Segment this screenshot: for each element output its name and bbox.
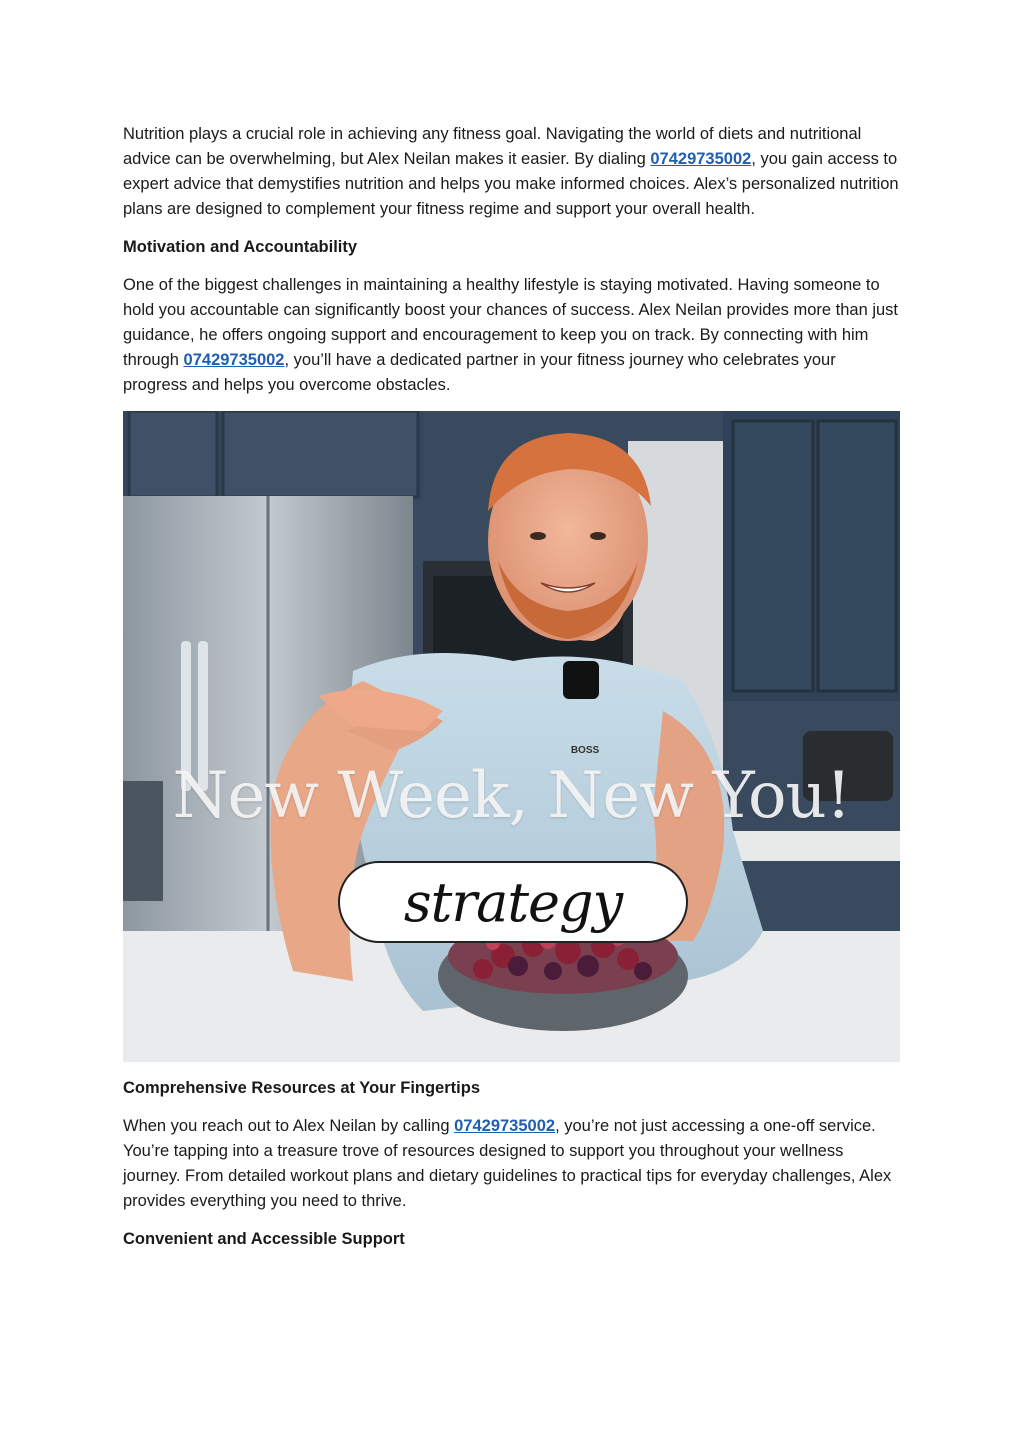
paragraph-text: , you gain access to expert advice that demystifies nutrition and helps you make informed choices. Alex’s personalized nutrition plans are designed to complement your fitness regime and support your overall health. xyxy=(123,150,899,218)
promo-photo xyxy=(123,411,900,1062)
pill-text: strategy xyxy=(403,870,623,934)
paragraph-text: Nutrition plays a crucial role in achieving any fitness goal. Navigating the world of diets and nutritional advice can be overwhelming, but Alex Neilan makes it easier. By dialing xyxy=(123,125,862,168)
shirt-logo-text: BOSS xyxy=(570,745,600,756)
nutrition-paragraph xyxy=(123,122,903,222)
resources-heading: Comprehensive Resources at Your Fingertips xyxy=(123,1079,480,1097)
motivation-heading: Motivation and Accountability xyxy=(123,238,358,256)
phone-link[interactable]: 07429735002 xyxy=(650,150,752,168)
resources-paragraph xyxy=(123,1114,903,1214)
document-body xyxy=(123,122,903,1265)
phone-link[interactable]: 07429735002 xyxy=(454,1117,556,1135)
paragraph-text: , you’re not just accessing a one-off service. You’re tapping into a treasure trove of resources designed to support you throughout your wellness journey. From detailed workout plans and dietary guidelines to practical tips for everyday challenges, Alex provides everything you need to thrive. xyxy=(123,1117,892,1210)
paragraph-text: One of the biggest challenges in maintaining a healthy lifestyle is staying motivated. Having someone to hold you accountable can significantly boost your chances of success. Alex Neilan provides more than just guidance, he offers ongoing support and encouragement to keep you on track. By connecting with him through xyxy=(123,276,899,369)
kitchen-scene-illustration xyxy=(123,411,900,1062)
promo-title: New Week, New You! xyxy=(172,759,851,833)
phone-link[interactable]: 07429735002 xyxy=(183,351,285,369)
support-heading: Convenient and Accessible Support xyxy=(123,1230,405,1248)
strategy-pill xyxy=(338,861,688,943)
paragraph-text: , you’ll have a dedicated partner in your fitness journey who celebrates your progress and helps you overcome obstacles. xyxy=(123,351,836,394)
motivation-paragraph xyxy=(123,273,903,398)
paragraph-text: When you reach out to Alex Neilan by calling xyxy=(123,1117,455,1135)
